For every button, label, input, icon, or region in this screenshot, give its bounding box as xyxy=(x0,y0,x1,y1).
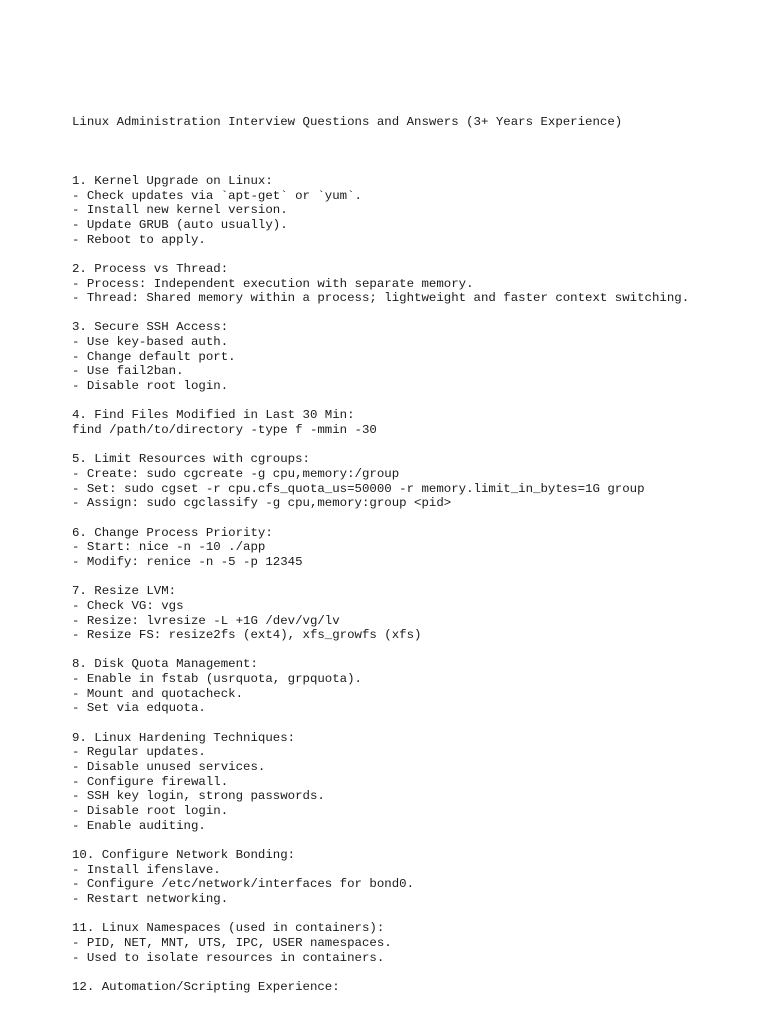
section-line: - Update GRUB (auto usually). xyxy=(72,217,288,232)
section-line: - Resize FS: resize2fs (ext4), xfs_growfs (xfs) xyxy=(72,628,422,643)
section-line: - Resize: lvresize -L +1G /dev/vg/lv xyxy=(72,613,340,628)
qa-section xyxy=(72,526,762,570)
qa-sections xyxy=(72,174,762,995)
section-line: - Process: Independent execution with separate memory. xyxy=(72,276,474,291)
qa-section xyxy=(72,980,762,995)
section-line: - Change default port. xyxy=(72,349,236,364)
section-line: - Disable unused services. xyxy=(72,760,266,775)
section-heading: 11. Linux Namespaces (used in containers): xyxy=(72,921,385,936)
section-line: - Mount and quotacheck. xyxy=(72,686,244,701)
section-line: - Modify: renice -n -5 -p 12345 xyxy=(72,554,303,569)
section-line: - Start: nice -n -10 ./app xyxy=(72,540,266,555)
section-line: - Check VG: vgs xyxy=(72,598,184,613)
section-heading: 5. Limit Resources with cgroups: xyxy=(72,452,310,467)
section-line: - Configure /etc/network/interfaces for bond0. xyxy=(72,877,415,892)
section-line: - Disable root login. xyxy=(72,379,229,394)
qa-section xyxy=(72,174,762,247)
section-heading: 9. Linux Hardening Techniques: xyxy=(72,730,296,745)
section-heading: 1. Kernel Upgrade on Linux: xyxy=(72,173,273,188)
qa-section xyxy=(72,657,762,716)
section-heading: 3. Secure SSH Access: xyxy=(72,320,229,335)
section-line: - Thread: Shared memory within a process; lightweight and faster context switching. xyxy=(72,291,690,306)
section-line: - Use key-based auth. xyxy=(72,335,229,350)
section-line: - Assign: sudo cgclassify -g cpu,memory:group <pid> xyxy=(72,496,452,511)
qa-section xyxy=(72,452,762,511)
section-heading: 6. Change Process Priority: xyxy=(72,525,273,540)
section-line: - Reboot to apply. xyxy=(72,232,206,247)
section-line: - Enable in fstab (usrquota, grpquota). xyxy=(72,672,362,687)
section-line: - Configure firewall. xyxy=(72,774,229,789)
section-heading: 4. Find Files Modified in Last 30 Min: xyxy=(72,408,355,423)
section-line: - Create: sudo cgcreate -g cpu,memory:/group xyxy=(72,466,400,481)
qa-section xyxy=(72,921,762,965)
section-line: - Used to isolate resources in containers. xyxy=(72,950,385,965)
document-title: Linux Administration Interview Questions and Answers (3+ Years Experience) xyxy=(72,115,623,130)
document-body xyxy=(72,86,762,1009)
section-line: - Enable auditing. xyxy=(72,818,206,833)
section-heading: 2. Process vs Thread: xyxy=(72,261,229,276)
section-line: - Restart networking. xyxy=(72,891,229,906)
section-line: - Regular updates. xyxy=(72,745,206,760)
section-line: - Disable root login. xyxy=(72,804,229,819)
section-line: - Set: sudo cgset -r cpu.cfs_quota_us=50000 -r memory.limit_in_bytes=1G group xyxy=(72,481,645,496)
qa-section xyxy=(72,731,762,834)
qa-section xyxy=(72,584,762,643)
qa-section xyxy=(72,408,762,437)
section-line: - PID, NET, MNT, UTS, IPC, USER namespaces. xyxy=(72,935,392,950)
section-heading: 12. Automation/Scripting Experience: xyxy=(72,979,340,994)
section-line: find /path/to/directory -type f -mmin -30 xyxy=(72,423,377,438)
section-line: - Check updates via `apt-get` or `yum`. xyxy=(72,188,362,203)
section-heading: 8. Disk Quota Management: xyxy=(72,657,258,672)
qa-section xyxy=(72,848,762,907)
section-heading: 7. Resize LVM: xyxy=(72,584,177,599)
qa-section xyxy=(72,262,762,306)
qa-section xyxy=(72,320,762,393)
section-line: - Install new kernel version. xyxy=(72,203,288,218)
section-line: - Install ifenslave. xyxy=(72,862,221,877)
section-line: - Use fail2ban. xyxy=(72,364,184,379)
section-line: - SSH key login, strong passwords. xyxy=(72,789,325,804)
section-heading: 10. Configure Network Bonding: xyxy=(72,847,296,862)
section-line: - Set via edquota. xyxy=(72,701,206,716)
